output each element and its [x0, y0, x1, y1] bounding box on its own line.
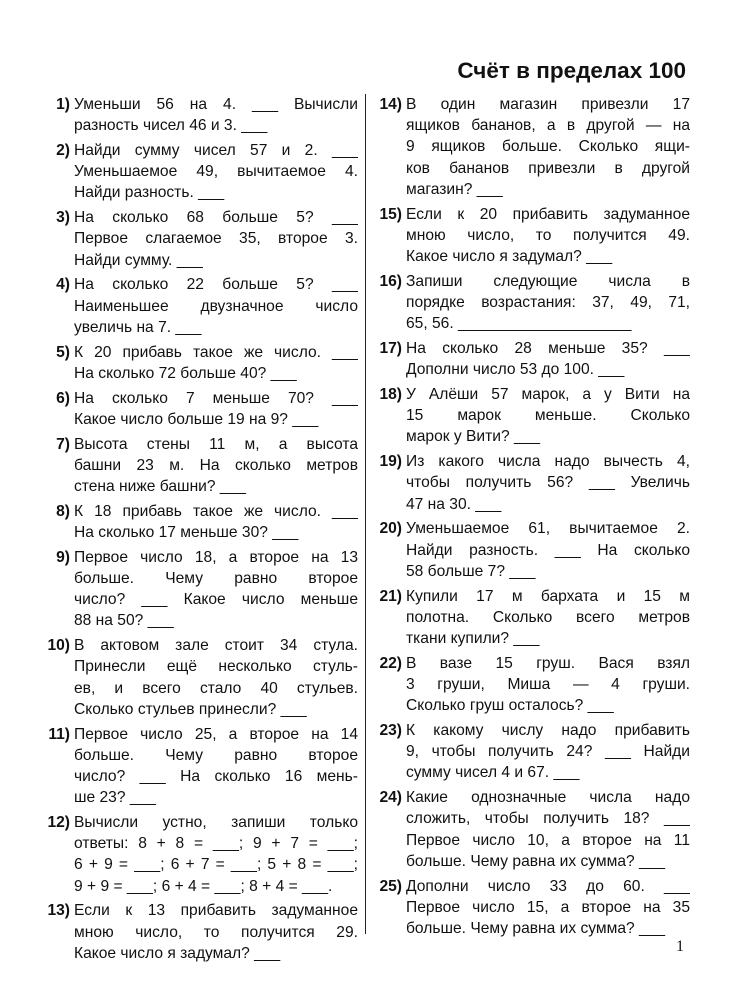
task-line: На сколько 72 больше 40? ___: [74, 364, 297, 382]
task-line: Какое число больше 19 на 9? ___: [74, 410, 319, 428]
task-item: [372, 653, 690, 717]
task-line: ше 23? ___: [74, 789, 156, 807]
task-number: 6): [56, 389, 70, 407]
task-line: 58 больше 7? ___: [406, 562, 536, 580]
task-line: Принесли ещё несколько стуль-: [74, 658, 358, 676]
task-line: ящиков бананов, а в другой — на: [406, 117, 690, 135]
task-line: Уменьши 56 на 4. ___ Вычисли: [74, 96, 358, 113]
task-number: 11): [48, 725, 70, 743]
task-line: 6 + 9 = ___; 6 + 7 = ___; 5 + 8 = ___;: [74, 856, 358, 874]
task-line: 9 ящиков больше. Сколько ящи-: [406, 138, 690, 156]
task-line: Первое число 10, а второе на 11: [406, 831, 690, 849]
task-item: [40, 207, 358, 271]
task-item: [372, 94, 690, 200]
task-line: 3 груши, Миша — 4 груши.: [406, 676, 690, 694]
task-line: башни 23 м. На сколько метров: [74, 456, 358, 474]
task-number: 7): [56, 435, 70, 453]
task-line: В один магазин привезли 17: [406, 96, 690, 113]
task-number: 4): [56, 276, 70, 294]
task-line: К 20 прибавь такое же число. ___: [74, 343, 358, 361]
task-line: Первое число 25, а второе на 14: [74, 725, 358, 743]
task-item: [372, 204, 690, 268]
task-number: 17): [379, 340, 402, 358]
task-line: Какое число я задумал? ___: [406, 248, 613, 266]
task-line: увеличь на 7. ___: [74, 318, 202, 336]
task-item: [372, 451, 690, 515]
task-number: 19): [379, 453, 402, 471]
task-number: 15): [379, 205, 402, 223]
task-number: 25): [379, 877, 402, 895]
task-line: На сколько 28 меньше 35? ___: [406, 340, 690, 358]
task-line: Уменьшаемое 61, вычитаемое 2.: [406, 520, 690, 538]
task-line: Если к 13 прибавить задуманное: [74, 902, 358, 920]
task-line: мною число, то получится 49.: [406, 226, 690, 244]
task-line: Дополни число 53 до 100. ___: [406, 361, 625, 379]
task-line: Купили 17 м бархата и 15 м: [406, 587, 690, 605]
task-number: 5): [56, 343, 70, 361]
task-item: [372, 271, 690, 335]
task-item: [40, 547, 358, 632]
task-number: 18): [379, 386, 402, 404]
task-item: [40, 501, 358, 543]
task-item: [372, 720, 690, 784]
task-line: сумму чисел 4 и 67. ___: [406, 764, 580, 782]
task-number: 22): [379, 654, 402, 672]
task-item: [40, 434, 358, 498]
task-line: 88 на 50? ___: [74, 612, 174, 630]
task-number: 20): [379, 520, 402, 538]
task-item: [40, 900, 358, 964]
task-line: Вычисли устно, запиши только: [74, 814, 358, 832]
task-item: [372, 518, 690, 582]
task-line: ткани купили? ___: [406, 630, 540, 648]
task-line: стена ниже башни? ___: [74, 478, 246, 496]
task-line: магазин? ___: [406, 180, 503, 198]
task-number: 14): [379, 96, 402, 113]
task-line: порядке возрастания: 37, 49, 71,: [406, 294, 690, 312]
task-line: Первое слагаемое 35, второе 3.: [74, 230, 358, 248]
task-line: больше. Чему равно второе: [74, 746, 358, 764]
task-line: ответы: 8 + 8 = ___; 9 + 7 = ___;: [74, 835, 358, 853]
task-line: Какое число я задумал? ___: [74, 944, 281, 962]
task-line: К какому числу надо прибавить: [406, 722, 690, 740]
task-line: Дополни число 33 до 60. ___: [406, 877, 690, 895]
task-number: 13): [47, 902, 70, 920]
task-line: 9, чтобы получить 24? ___ Найди: [406, 743, 690, 761]
column-divider: [365, 94, 366, 934]
task-number: 1): [56, 96, 70, 113]
task-item: [372, 787, 690, 872]
task-line: больше. Чему равна их сумма? ___: [406, 920, 666, 938]
task-line: На сколько 68 больше 5? ___: [74, 209, 358, 227]
task-item: [40, 724, 358, 809]
task-line: На сколько 7 меньше 70? ___: [74, 389, 358, 407]
task-line: 15 марок меньше. Сколько: [406, 407, 690, 425]
task-item: [40, 94, 358, 136]
task-line: Найди разность. ___: [74, 184, 225, 202]
task-line: Запиши следующие числа в: [406, 272, 690, 290]
task-line: Первое число 18, а второе на 13: [74, 548, 358, 566]
task-line: число? ___ Какое число меньше: [74, 591, 358, 609]
right-column: [372, 94, 690, 943]
task-line: полотна. Сколько всего метров: [406, 608, 690, 626]
task-line: мною число, то получится 29.: [74, 923, 358, 941]
task-line: Сколько стульев принесли? ___: [74, 700, 307, 718]
task-number: 10): [47, 637, 70, 655]
task-number: 23): [379, 722, 402, 740]
task-line: 65, 56. ____________________: [406, 315, 632, 333]
task-item: [40, 140, 358, 204]
left-column: [40, 94, 358, 968]
task-line: ев, и всего стало 40 стульев.: [74, 679, 358, 697]
task-line: Найди сумму чисел 57 и 2. ___: [74, 142, 358, 159]
task-line: 9 + 9 = ___; 6 + 4 = ___; 8 + 4 = ___.: [74, 877, 333, 895]
task-number: 8): [56, 502, 70, 520]
task-number: 24): [379, 789, 402, 807]
task-line: больше. Чему равно второе: [74, 570, 358, 588]
task-line: Найди сумму. ___: [74, 251, 203, 269]
task-item: [372, 384, 690, 448]
task-line: На сколько 22 больше 5? ___: [74, 276, 358, 294]
task-number: 2): [56, 142, 70, 159]
task-line: На сколько 17 меньше 30? ___: [74, 524, 299, 542]
page-title: Счёт в пределах 100: [457, 58, 686, 83]
task-number: 16): [379, 272, 402, 290]
task-line: Из какого числа надо вычесть 4,: [406, 453, 690, 471]
task-number: 3): [56, 209, 70, 227]
task-line: Сколько груш осталось? ___: [406, 697, 614, 715]
task-item: [372, 586, 690, 650]
task-item: [40, 274, 358, 338]
task-number: 12): [47, 814, 70, 832]
task-line: число? ___ На сколько 16 мень-: [74, 768, 358, 786]
task-number: 9): [56, 548, 70, 566]
task-line: В актовом зале стоит 34 стула.: [74, 637, 358, 655]
task-number: 21): [379, 587, 402, 605]
task-line: Высота стены 11 м, а высота: [74, 435, 358, 453]
task-line: разность чисел 46 и 3. ___: [74, 117, 268, 135]
task-item: [40, 388, 358, 430]
task-line: 47 на 30. ___: [406, 495, 502, 513]
task-line: К 18 прибавь такое же число. ___: [74, 502, 358, 520]
task-line: Наименьшее двузначное число: [74, 297, 358, 315]
task-item: [372, 876, 690, 940]
task-line: У Алёши 57 марок, а у Вити на: [406, 386, 690, 404]
task-line: марок у Вити? ___: [406, 428, 541, 446]
task-line: Уменьшаемое 49, вычитаемое 4.: [74, 163, 358, 181]
task-line: больше. Чему равна их сумма? ___: [406, 852, 666, 870]
task-item: [372, 338, 690, 380]
page-number: 1: [676, 938, 684, 955]
task-item: [40, 342, 358, 384]
task-line: ков бананов привезли в другой: [406, 159, 690, 177]
task-line: Первое число 15, а второе на 35: [406, 898, 690, 916]
task-line: Найди разность. ___ На сколько: [406, 541, 690, 559]
task-line: Какие однозначные числа надо: [406, 789, 690, 807]
task-line: чтобы получить 56? ___ Увеличь: [406, 474, 690, 492]
task-item: [40, 635, 358, 720]
task-item: [40, 812, 358, 897]
task-line: В вазе 15 груш. Вася взял: [406, 654, 690, 672]
task-line: Если к 20 прибавить задуманное: [406, 205, 690, 223]
task-line: сложить, чтобы получить 18? ___: [406, 810, 690, 828]
